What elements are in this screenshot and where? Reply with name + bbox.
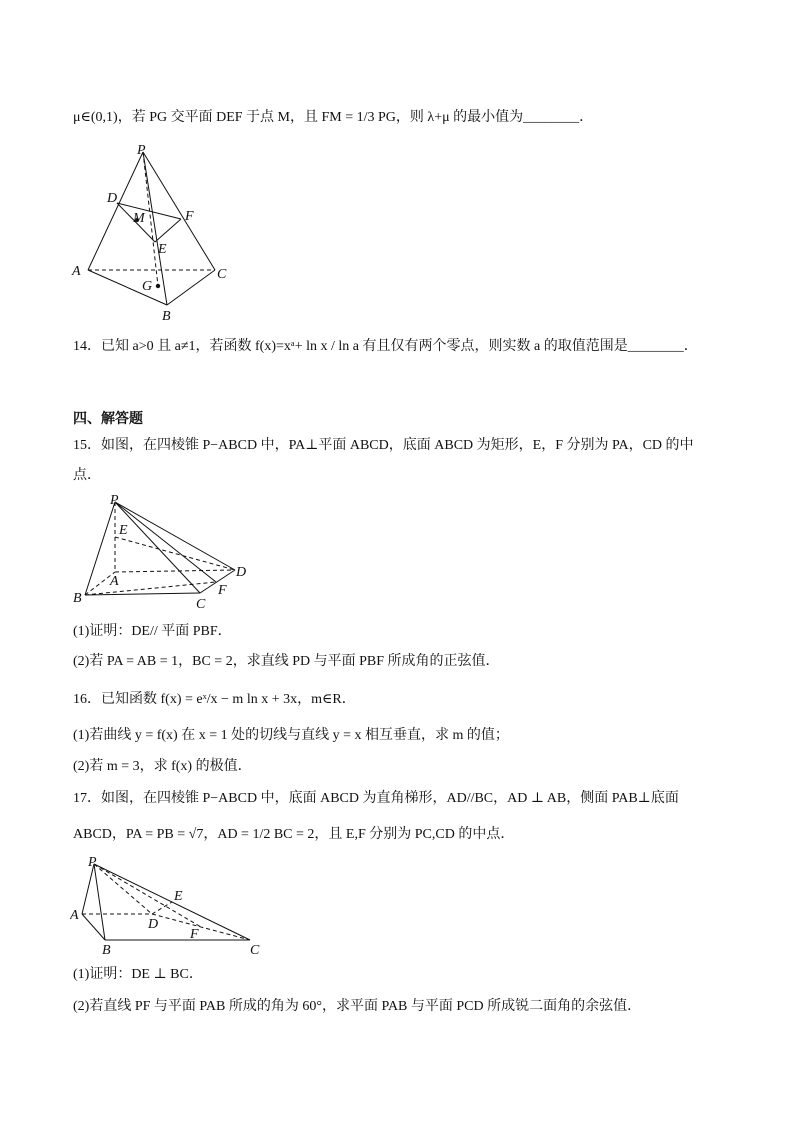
label-P: P xyxy=(137,143,146,158)
label-D: D xyxy=(148,917,159,932)
q17-part2: (2)若直线 PF 与平面 PAB 所成的角为 60°，求平面 PAB 与平面 PCD 所成锐二面角的余弦值． xyxy=(73,999,642,1014)
section-heading: 四、解答题 xyxy=(73,412,143,427)
q16-part2: (2)若 m = 3，求 f(x) 的极值． xyxy=(73,759,252,774)
label-C: C xyxy=(250,943,260,958)
label-A: A xyxy=(110,574,119,589)
label-A: A xyxy=(70,908,79,923)
label-B: B xyxy=(102,943,111,958)
label-M: M xyxy=(133,211,145,226)
label-P: P xyxy=(110,493,119,508)
q15-part1: (1)证明：DE// 平面 PBF． xyxy=(73,624,232,639)
label-P: P xyxy=(88,855,97,870)
label-D: D xyxy=(107,191,118,206)
q16-part1: (1)若曲线 y = f(x) 在 x = 1 处的切线与直线 y = x 相互垂直，求 m 的值； xyxy=(73,728,509,743)
label-B: B xyxy=(73,591,82,606)
label-C: C xyxy=(196,597,206,612)
q15-text-a: 15．如图，在四棱锥 P−ABCD 中，PA⊥平面 ABCD，底面 ABCD 为矩形，E，F 分别为 PA，CD 的中 xyxy=(73,438,694,453)
figure-pyramid-17 xyxy=(70,852,270,962)
label-F: F xyxy=(190,927,199,942)
q13-tail: μ∈(0,1)，若 PG 交平面 DEF 于点 M，且 FM = 1/3 PG，则 λ+μ 的最小值为________． xyxy=(73,110,594,125)
q17-text-a: 17．如图，在四棱锥 P−ABCD 中，底面 ABCD 为直角梯形，AD//BC，AD ⊥ AB，侧面 PAB⊥底面 xyxy=(73,791,679,806)
label-C: C xyxy=(217,267,227,282)
label-F: F xyxy=(185,209,194,224)
q15-part2: (2)若 PA = AB = 1，BC = 2，求直线 PD 与平面 PBF 所成角的正弦值． xyxy=(73,654,500,669)
label-F: F xyxy=(218,583,227,598)
label-E: E xyxy=(174,889,183,904)
label-B: B xyxy=(162,309,171,324)
label-G: G xyxy=(142,279,153,294)
figure-pyramid-15 xyxy=(70,490,260,615)
label-E: E xyxy=(158,242,167,257)
q17-text-b: ABCD，PA = PB = √7，AD = 1/2 BC = 2，且 E,F 分别为 PC,CD 的中点． xyxy=(73,827,515,842)
q16-text: 16．已知函数 f(x) = eˣ/x − m ln x + 3x，m∈R． xyxy=(73,692,356,707)
q14-text: 14．已知 a>0 且 a≠1，若函数 f(x)=xᵃ+ ln x / ln a 有且仅有两个零点，则实数 a 的取值范围是________． xyxy=(73,339,698,354)
label-A: A xyxy=(72,264,81,279)
figure-tetrahedron xyxy=(70,140,240,325)
label-D: D xyxy=(236,565,247,580)
q15-text-b: 点． xyxy=(73,468,101,483)
q17-part1: (1)证明：DE ⊥ BC． xyxy=(73,967,203,982)
label-E: E xyxy=(119,523,128,538)
